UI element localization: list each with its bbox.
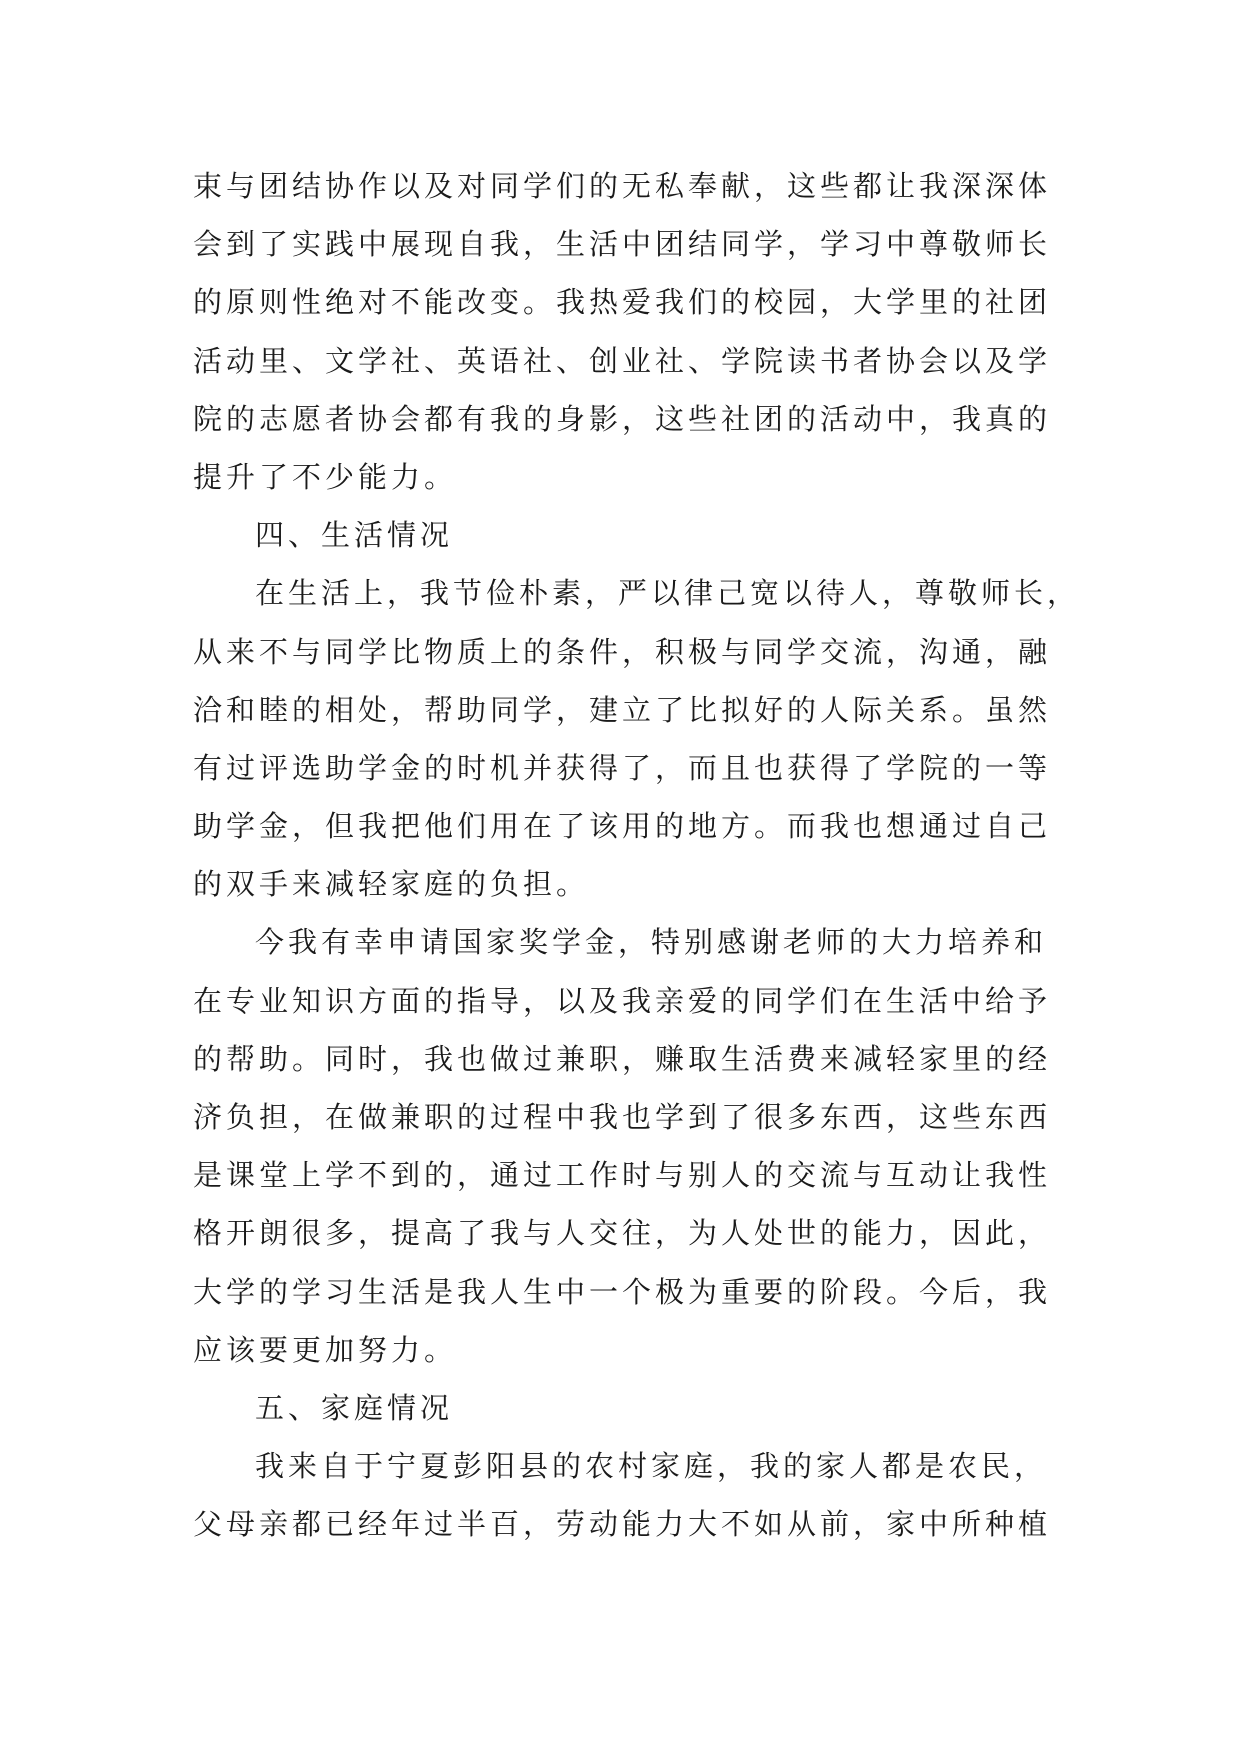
text-line: 四、生活情况 bbox=[255, 518, 454, 553]
text-line: 在专业知识方面的指导，以及我亲爱的同学们在生活中给予 bbox=[193, 983, 1052, 1018]
text-line: 有过评选助学金的时机并获得了，而且也获得了学院的一等 bbox=[193, 750, 1052, 785]
text-line: 的双手来减轻家庭的负担。 bbox=[193, 867, 590, 902]
text-line: 应该要更加努力。 bbox=[193, 1332, 458, 1367]
text-line: 提升了不少能力。 bbox=[193, 459, 458, 494]
text-line: 会到了实践中展现自我，生活中团结同学，学习中尊敬师长 bbox=[193, 227, 1052, 262]
text-line: 我来自于宁夏彭阳县的农村家庭，我的家人都是农民， bbox=[255, 1449, 1048, 1484]
text-line: 在生活上，我节俭朴素，严以律己宽以待人，尊敬师长， bbox=[255, 576, 1081, 611]
text-line: 院的志愿者协会都有我的身影，这些社团的活动中，我真的 bbox=[193, 401, 1052, 436]
text-line: 从来不与同学比物质上的条件，积极与同学交流，沟通，融 bbox=[193, 634, 1052, 669]
text-line: 活动里、文学社、英语社、创业社、学院读书者协会以及学 bbox=[193, 343, 1052, 378]
text-line: 父母亲都已经年过半百，劳动能力大不如从前，家中所种植 bbox=[193, 1507, 1052, 1542]
text-line: 洽和睦的相处，帮助同学，建立了比拟好的人际关系。虽然 bbox=[193, 692, 1052, 727]
text-line: 今我有幸申请国家奖学金，特别感谢老师的大力培养和 bbox=[255, 925, 1048, 960]
text-line: 的帮助。同时，我也做过兼职，赚取生活费来减轻家里的经 bbox=[193, 1041, 1052, 1076]
text-line: 济负担，在做兼职的过程中我也学到了很多东西，这些东西 bbox=[193, 1100, 1052, 1134]
text-line: 格开朗很多，提高了我与人交往，为人处世的能力，因此， bbox=[193, 1216, 1052, 1251]
text-line: 束与团结协作以及对同学们的无私奉献，这些都让我深深体 bbox=[193, 169, 1052, 203]
text-line: 助学金，但我把他们用在了该用的地方。而我也想通过自己 bbox=[193, 809, 1052, 844]
text-line: 是课堂上学不到的，通过工作时与别人的交流与互动让我性 bbox=[193, 1158, 1052, 1193]
text-line: 五、家庭情况 bbox=[255, 1390, 454, 1425]
document-body bbox=[193, 157, 1081, 1554]
text-line: 的原则性绝对不能改变。我热爱我们的校园，大学里的社团 bbox=[193, 285, 1052, 320]
text-line: 大学的学习生活是我人生中一个极为重要的阶段。今后，我 bbox=[193, 1274, 1052, 1309]
